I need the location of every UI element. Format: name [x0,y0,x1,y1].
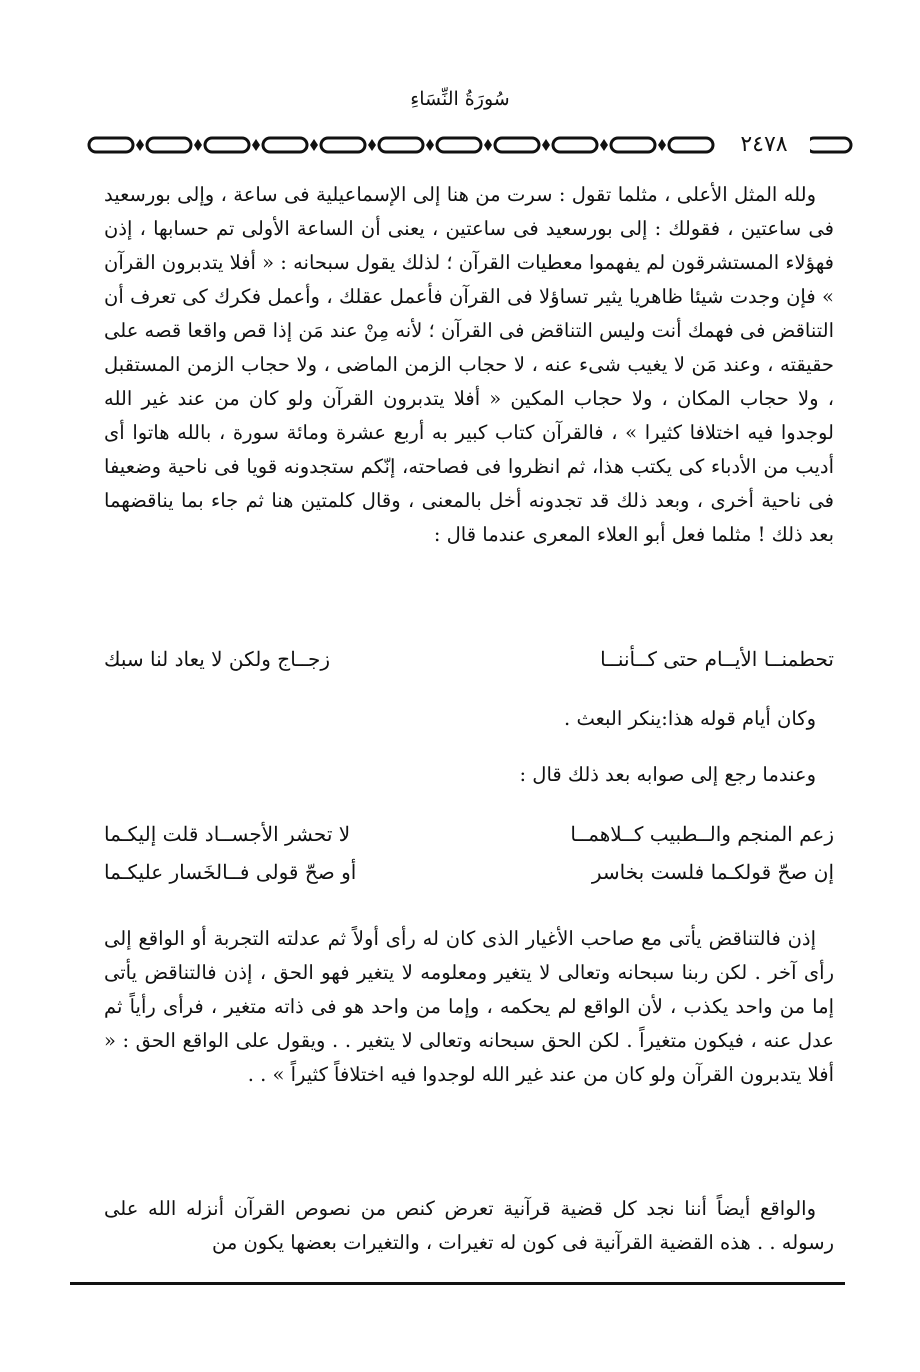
verse-note-2: وعندما رجع إلى صوابه بعد ذلك قال : [519,763,816,786]
verse-line [104,853,834,891]
verse-second-hemistich: زجــاج ولكن لا يعاد لنا سبك [104,647,331,671]
verse-second-hemistich: أو صحّ قولى فــالخَسار عليكـما [104,860,357,884]
surah-title: سُورَةُ النِّسَاءِ [410,88,510,110]
footer-rule [70,1282,845,1285]
page-number: ٢٤٧٨ [718,128,810,162]
paragraph-2 [104,922,834,1092]
paragraph-1-text: ولله المثل الأعلى ، مثلما تقول : سرت من هنا إلى الإسماعيلية فى ساعة ، وإلى بورسعيد فى ساعتين ، فقولك : إلى بورسعيد فى ساعتين ، يعنى أن الساعة الأولى تم حسابها ، إذن فهؤلاء المستشرقون لم يفهموا معطيات القرآن ؛ لذلك يقول سبحانه : « أفلا يتدبرون القرآن » فإن وجدت شيئا ظاهريا يثير تساؤلا فى القرآن فأعمل عقلك ، وأعمل فكرك كى تعرف أن التناقض فى فهمك أنت وليس التناقض فى القرآن ؛ لأنه مِنْ عند مَن إذا قص واقعا قصه على حقيقته ، وعند مَن لا يغيب شىء عنه ، لا حجاب الزمن الماضى ، ولا حجاب الزمن المستقبل ، ولا حجاب المكان ، ولا حجاب المكين « أفلا يتدبرون القرآن ولو كان من عند غير الله لوجدوا فيه اختلافا كثيرا » ، فالقرآن كتاب كبير به أربع عشرة ومائة سورة ، بالله هاتوا أى أديب من الأدباء كى يكتب هذا، ثم انظروا فى فصاحته، إنّكم ستجدونه قويا فى ناحية وضعيفا فى ناحية أخرى ، وبعد ذلك قد تجدونه أخل بالمعنى ، وقال كلمتين هنا ثم جاء بما يناقضهما بعد ذلك ! مثلما فعل أبو العلاء المعرى عندما قال : [104,183,834,546]
verse-first-hemistich: إن صحّ قولكـما فلست بخاسر [591,860,834,884]
poetry-verse-2 [104,815,834,891]
verse-note-1: وكان أيام قوله هذا:ينكر البعث . [564,707,816,730]
verse-line [104,815,834,853]
verse-first-hemistich: زعم المنجم والــطبيب كــلاهمــا [570,822,834,846]
paragraph-1 [104,178,834,552]
paragraph-2-text: إذن فالتناقض يأتى مع صاحب الأغيار الذى كان له رأى أولاً ثم عدلته التجربة أو الواقع إلى رأى آخر . لكن ربنا سبحانه وتعالى لا يتغير ومعلومه لا يتغير فهو الحق ، إذن فالتناقض يأتى إما من واحد يكذب ، لأن الواقع لم يحكمه ، وإما من واحد هو فى ذاته متغير ، فرأى رأياً ثم عدل عنه ، فيكون متغيراً . لكن الحق سبحانه وتعالى لا يتغير . . ويقول على الواقع الحق : « أفلا يتدبرون القرآن ولو كان من عند غير الله لوجدوا فيه اختلافاً كثيراً » . . [104,927,834,1086]
paragraph-3-text: والواقع أيضاً أننا نجد كل قضية قرآنية تعرض كنص من نصوص القرآن أنزله الله على رسوله . . هذه القضية القرآنية فى كون له تغيرات ، والتغيرات بعضها يكون من [104,1197,834,1254]
verse-first-hemistich: تحطمنــا الأيــام حتى كــأننــا [600,647,834,671]
poetry-verse-1 [104,640,834,678]
verse-second-hemistich: لا تحشر الأجســاد قلت إليكـما [104,822,351,846]
paragraph-3 [104,1192,834,1260]
verse-line [104,640,834,678]
